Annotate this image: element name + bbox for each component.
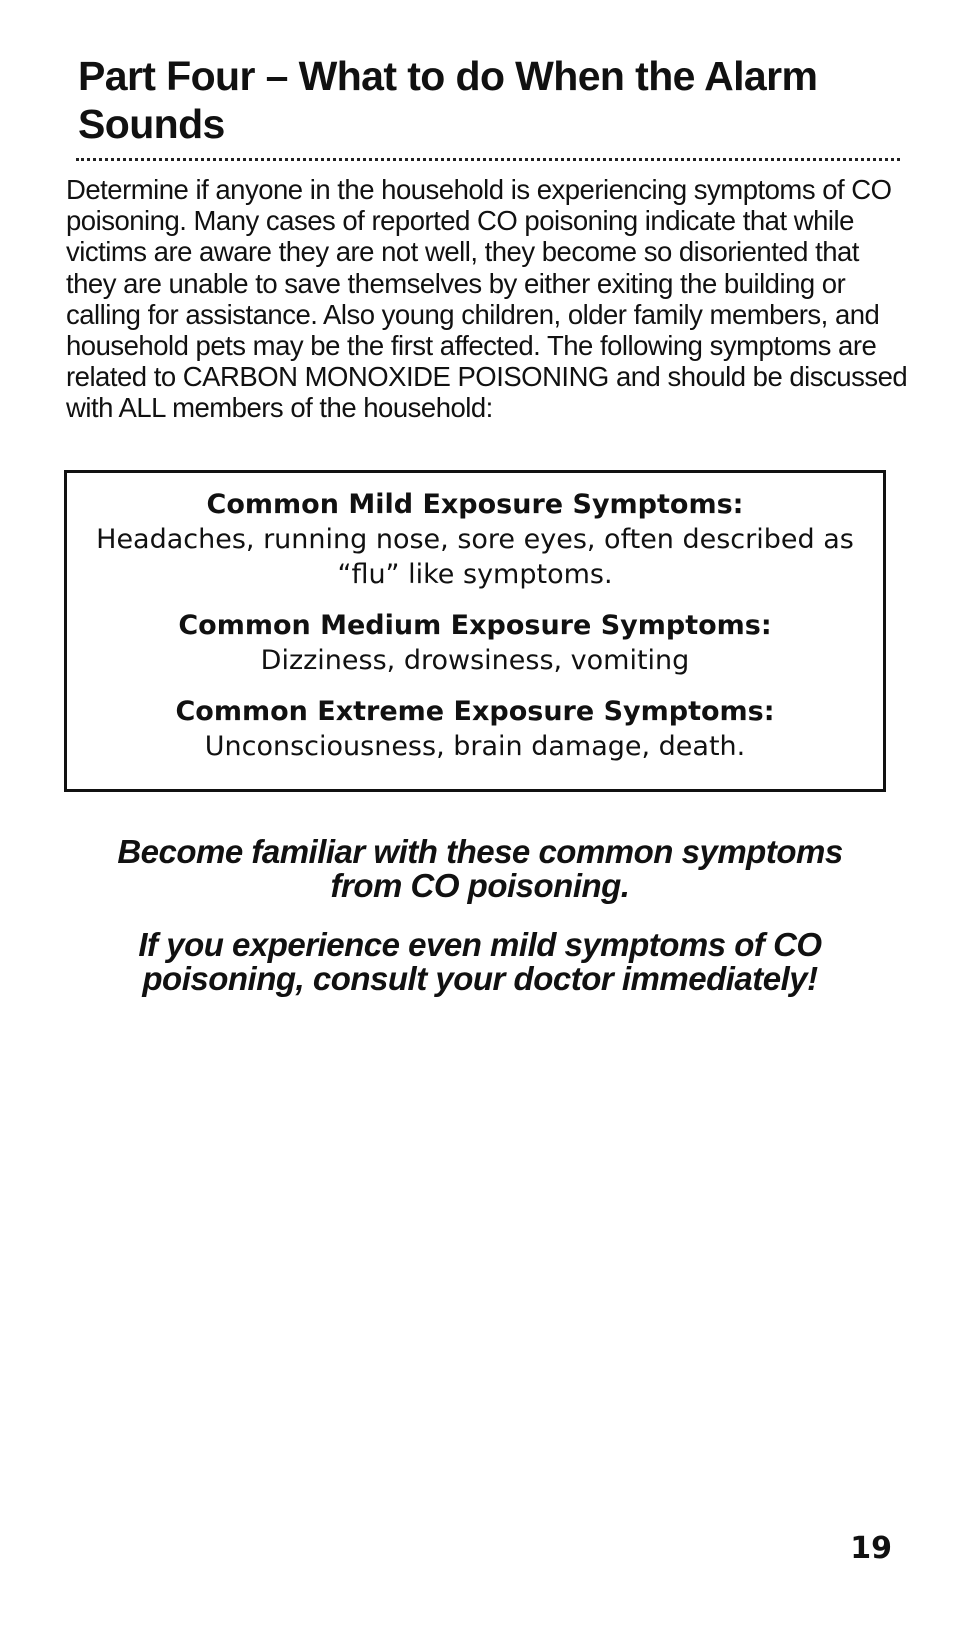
familiarity-note: Become familiar with these common symptoms from CO poisoning.: [117, 833, 843, 904]
extreme-symptoms-heading: Common Extreme Exposure Symptoms:: [175, 696, 775, 727]
mild-symptoms-heading: Common Mild Exposure Symptoms:: [206, 489, 744, 520]
symptoms-box: [64, 470, 886, 792]
title-divider: [76, 158, 900, 161]
doctor-warning-note: If you experience even mild symptoms of CO poisoning, consult your doctor immediately!: [138, 926, 822, 997]
medium-symptoms-text: Dizziness, drowsiness, vomiting: [260, 645, 690, 676]
medium-symptoms-heading: Common Medium Exposure Symptoms:: [178, 610, 772, 641]
intro-paragraph: Determine if anyone in the household is experiencing symptoms of CO poisoning. Many cases of reported CO poisoning indicate that while victims are aware they are not well, they become so disoriented that they are unable to save themselves by either exiting the building or calling for assistance. Also young children, older family members, and household pets may be the first affected. The following symptoms are related to CARBON MONOXIDE POISONING and should be discussed with ALL members of the household:: [66, 174, 908, 424]
page-number: 19: [850, 1531, 892, 1566]
mild-symptoms-text: Headaches, running nose, sore eyes, often described as “flu” like symptoms.: [96, 524, 854, 590]
extreme-symptoms-group: [67, 694, 883, 764]
medium-symptoms-group: [67, 608, 883, 678]
page-title: Part Four – What to do When the Alarm Sounds: [78, 53, 818, 147]
extreme-symptoms-text: Unconsciousness, brain damage, death.: [204, 731, 746, 762]
mild-symptoms-group: [67, 487, 883, 592]
